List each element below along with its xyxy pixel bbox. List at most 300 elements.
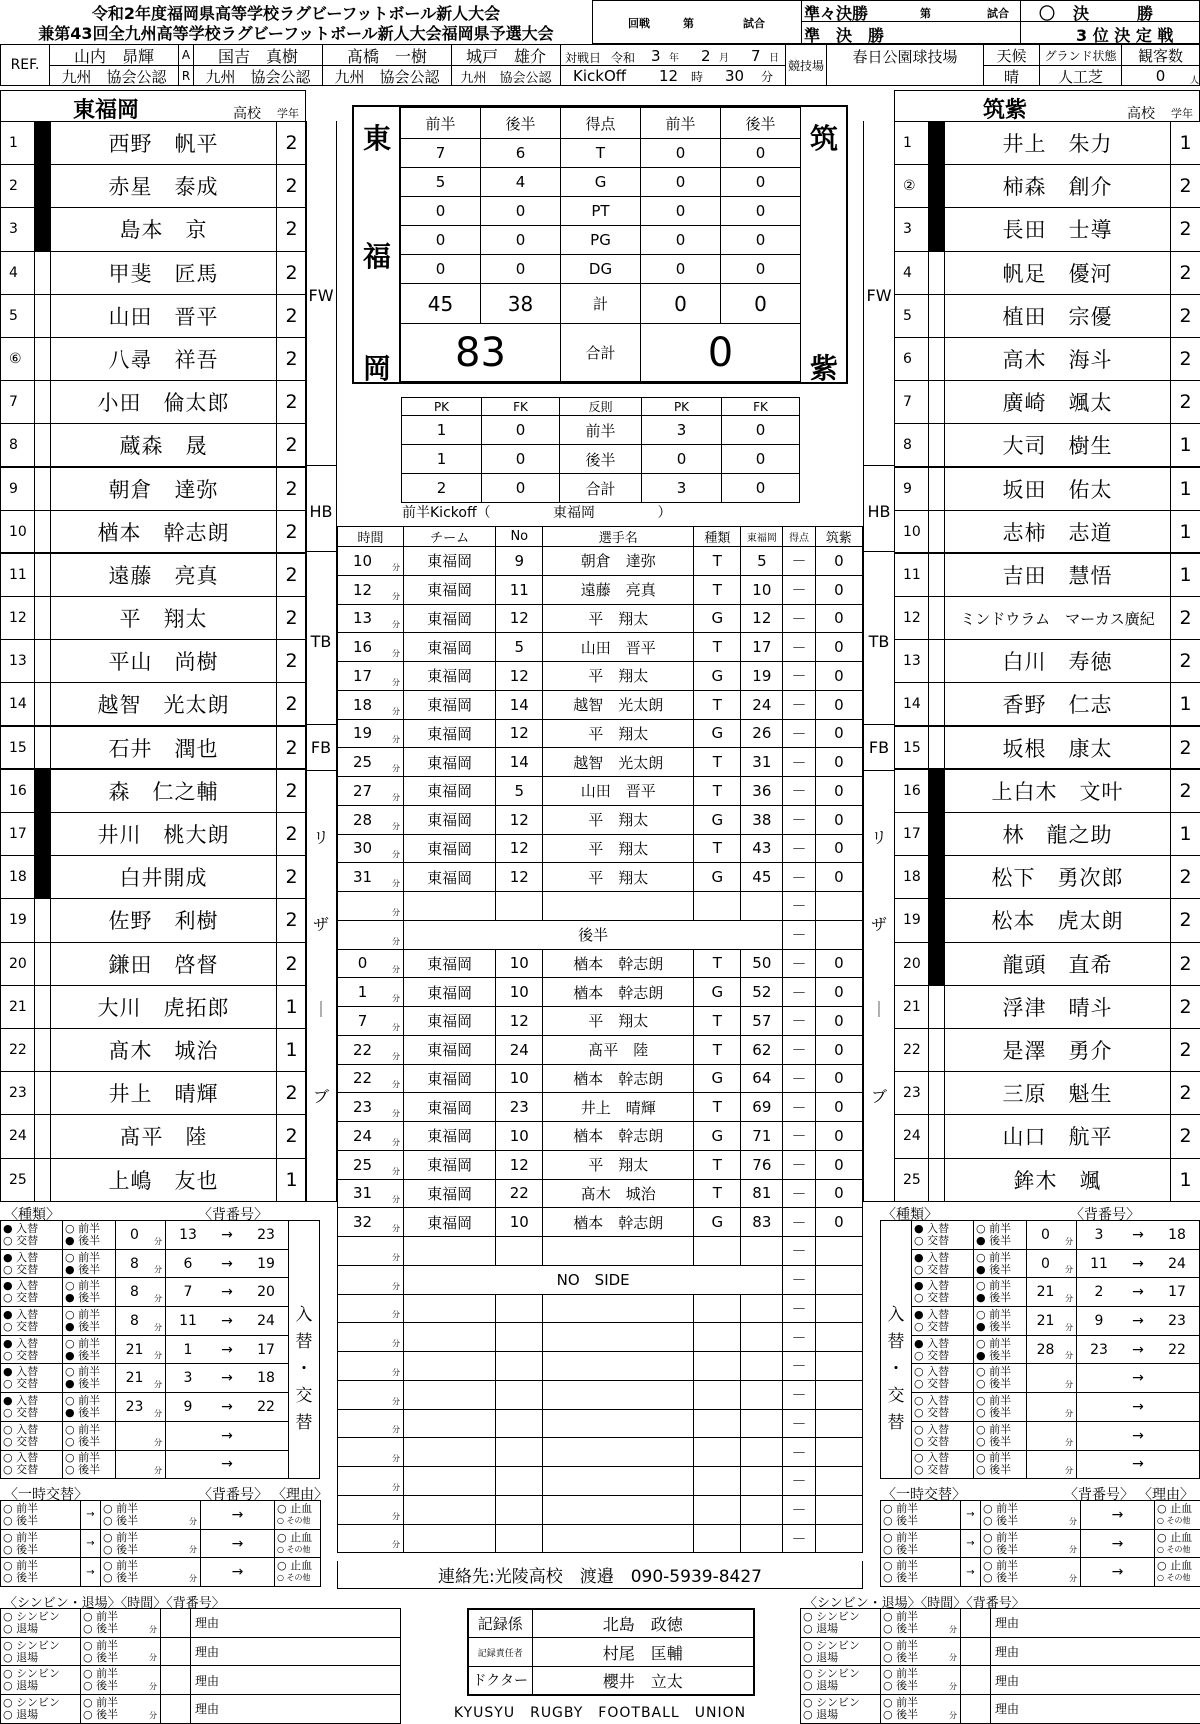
kickoff-hour: 12 (659, 67, 679, 85)
right-pos-reserve-3: ｜ (870, 1000, 887, 1019)
minute-unit: 分 (154, 1408, 162, 1418)
temp-second-option: ○ 後半 (883, 1571, 919, 1585)
timeline-header: 種類 (694, 527, 741, 547)
sub-first-option: ○ 前半 (65, 1250, 101, 1264)
timeline-header: No (496, 527, 543, 547)
front-row-marker (929, 294, 945, 337)
front-row-marker (929, 769, 945, 812)
player-grade: 2 (277, 640, 307, 683)
event-left: 26 (741, 719, 783, 748)
sinbin-label: シンビン (816, 1695, 860, 1709)
penalty-row (402, 416, 800, 445)
event-left: 38 (741, 805, 783, 834)
front-row-marker (35, 1115, 51, 1158)
event-no: 12 (496, 863, 543, 892)
kickoff-h: 時 (691, 70, 704, 84)
event-time (338, 1208, 404, 1237)
temp-half-options (881, 1532, 960, 1556)
event-type: G (694, 1208, 741, 1237)
empty-cell (543, 1323, 694, 1352)
right-pos-fw: FW (866, 286, 892, 305)
player-number: 2 (1, 165, 35, 208)
penalty-cell: 3 (642, 416, 722, 445)
temp-second-label: 後半 (16, 1542, 39, 1556)
event-right: 0 (815, 1093, 862, 1122)
timeline-row (338, 662, 863, 691)
temp-arrow-glyph: → (86, 1509, 95, 1521)
roster-row (1, 165, 307, 208)
temp-first-label: 前半 (896, 1530, 919, 1544)
minute-unit: 分 (392, 821, 401, 831)
sub-row (1, 1450, 289, 1479)
temp-arrow (961, 1558, 981, 1587)
sub-numbers (166, 1393, 289, 1422)
sub-half (974, 1393, 1027, 1422)
player-name: 小田 倫太郎 (51, 381, 277, 424)
front-row-marker (35, 165, 51, 208)
left-subs-type-header: 〈種類〉 (4, 1207, 60, 1223)
right-pos-divider (863, 465, 895, 466)
sub-minute-value: 21 (1036, 1312, 1055, 1329)
event-no: 12 (496, 1007, 543, 1036)
minute-unit: 分 (1069, 1574, 1077, 1584)
minute-unit: 分 (392, 1252, 401, 1262)
score-cell: 0 (481, 226, 561, 255)
player-number: 21 (895, 985, 929, 1028)
timeline-row (338, 1208, 863, 1237)
left-pos-reserve-4: ブ (312, 1087, 329, 1106)
roster-row (1, 424, 307, 467)
player-number: 11 (895, 553, 929, 596)
temp-reason-options (275, 1560, 320, 1584)
event-type: G (694, 1122, 741, 1151)
sub-half-options (974, 1424, 1026, 1448)
penalty-cell: 後半 (560, 445, 642, 474)
sub-arrow: → (221, 1427, 233, 1444)
event-minute: 7 (357, 1011, 368, 1030)
player-name: 坂田 佑太 (945, 467, 1171, 510)
front-row-marker (929, 726, 945, 769)
bleeding-option: ○ 止血 (277, 1530, 313, 1544)
weather: 晴 (984, 65, 1039, 86)
score-cell: 0 (641, 226, 721, 255)
empty-cell (496, 892, 543, 921)
sub-first-option: ○ 前半 (65, 1221, 101, 1235)
sub-swap-option: ○ 交替 (914, 1377, 950, 1391)
temp-second-label: 後半 (116, 1513, 139, 1527)
score-row (401, 139, 801, 168)
player-name: 鎌田 啓督 (51, 942, 277, 985)
other-label: その他 (1166, 1573, 1191, 1583)
minute-unit: 分 (392, 936, 401, 946)
date-d: 日 (769, 53, 779, 64)
sub-half (974, 1364, 1027, 1393)
player-name: 龍頭 直希 (945, 942, 1171, 985)
sub-minute-value: 8 (130, 1255, 139, 1272)
event-minute: 25 (352, 753, 373, 772)
sub-minute-value: 0 (130, 1226, 139, 1243)
sub-half-options (63, 1424, 115, 1448)
timeline-header: チーム (404, 527, 496, 547)
sub-to: 18 (257, 1370, 275, 1387)
event-type: T (694, 777, 741, 806)
temp-reason (275, 1529, 321, 1558)
sub-type-options (1, 1338, 62, 1362)
left-pos-tb: TB (310, 632, 332, 651)
sub-arrow: → (1132, 1427, 1144, 1444)
event-left: 69 (741, 1093, 783, 1122)
event-no: 14 (496, 748, 543, 777)
sub-in-label: 入替 (927, 1336, 950, 1350)
roster-row (895, 510, 1200, 553)
other-label: その他 (1166, 1544, 1191, 1554)
temp-arrow (81, 1529, 101, 1558)
temp-half (1, 1501, 81, 1530)
event-left: 24 (741, 690, 783, 719)
sinbin-header: 〈シンビン・退場〉 (4, 1596, 121, 1611)
front-row-marker (929, 165, 945, 208)
front-row-marker (929, 510, 945, 553)
event-type: T (694, 633, 741, 662)
roster-row (1, 726, 307, 769)
sub-swap-label: 交替 (927, 1377, 950, 1391)
player-name: 上嶋 友也 (51, 1158, 277, 1201)
score-cell: 0 (641, 255, 721, 284)
sub-in-option: ● 入替 (3, 1307, 39, 1321)
player-number: 22 (895, 1028, 929, 1071)
score-dash: － (783, 1380, 815, 1409)
sinbin-reason (991, 1637, 1200, 1666)
player-number: 13 (1, 640, 35, 683)
sinbin-first-option: ○ 前半 (83, 1638, 119, 1652)
left-pos-divider (305, 551, 337, 552)
player-name: 髙木 城治 (51, 1028, 277, 1071)
sub-in-label: 入替 (927, 1393, 950, 1407)
front-row-marker (35, 424, 51, 467)
minute-unit: 分 (1065, 1322, 1073, 1332)
left-pos-divider (305, 770, 337, 771)
left-pos-fb: FB (310, 738, 332, 757)
sub-half-options (63, 1280, 115, 1304)
temp-second-label: 後半 (16, 1513, 39, 1527)
roster-row (895, 165, 1200, 208)
minute-unit: 分 (154, 1322, 162, 1332)
sub-minute (116, 1450, 166, 1479)
sub-first-label: 前半 (78, 1279, 101, 1293)
bleeding-option: ○ 止血 (1157, 1530, 1193, 1544)
subs-vchar: 替 (887, 1413, 905, 1433)
front-row-marker (35, 597, 51, 640)
empty-cell (543, 1438, 694, 1467)
player-grade: 2 (1171, 597, 1200, 640)
empty-cell (543, 1352, 694, 1381)
round-shiai: 試合 (743, 17, 765, 30)
sub-swap-label: 交替 (927, 1463, 950, 1477)
temp-half-back (981, 1501, 1081, 1530)
sub-swap-label: 交替 (927, 1405, 950, 1419)
empty-cell (496, 1352, 543, 1381)
score-dash: － (783, 748, 815, 777)
empty-cell (694, 1467, 741, 1496)
event-minute: 24 (352, 1126, 373, 1145)
temp-number-arrow: → (1111, 1535, 1124, 1552)
sinbin-second-option: ○ 後半 (83, 1650, 119, 1664)
roster-row (1, 1028, 307, 1071)
event-player: 平 翔太 (543, 805, 694, 834)
date-day: 7 (751, 47, 761, 65)
sub-second-option: ● 後半 (976, 1319, 1012, 1333)
exit-label: 退場 (16, 1679, 39, 1693)
sub-swap-label: 交替 (927, 1319, 950, 1333)
event-minute: 19 (352, 724, 373, 743)
sub-second-label: 後半 (989, 1233, 1012, 1247)
event-player: 楢本 幹志朗 (543, 978, 694, 1007)
front-row-marker (929, 1158, 945, 1201)
temp-arrow (961, 1501, 981, 1530)
minute-unit: 分 (149, 1710, 157, 1720)
sinbin-type (801, 1695, 881, 1724)
minute-unit: 分 (392, 1367, 401, 1377)
event-team: 東福岡 (404, 662, 496, 691)
temp-reason (275, 1558, 321, 1587)
sub-in-label: 入替 (927, 1422, 950, 1436)
sub-second-option: ● 後半 (65, 1291, 101, 1305)
sub-type-options (1, 1309, 62, 1333)
timeline-row (338, 1380, 863, 1409)
score-cell: T (561, 139, 641, 168)
sub-swap-option: ○ 交替 (914, 1434, 950, 1448)
sub-second-label: 後半 (78, 1348, 101, 1362)
sub-second-label: 後半 (989, 1319, 1012, 1333)
total-label: 合計 (561, 324, 641, 382)
sub-half (974, 1421, 1027, 1450)
sub-row (1, 1278, 289, 1307)
minute-unit: 分 (949, 1624, 957, 1634)
sub-row (1, 1249, 289, 1278)
sub-type (1, 1450, 63, 1479)
player-number: 6 (895, 337, 929, 380)
minute-unit: 分 (1069, 1516, 1077, 1526)
bleeding-option: ○ 止血 (277, 1501, 313, 1515)
timeline-row (338, 547, 863, 576)
score-cell: 6 (481, 139, 561, 168)
empty-cell (404, 1409, 496, 1438)
temp-first-label: 前半 (996, 1559, 1019, 1573)
sub-half-options (974, 1452, 1026, 1476)
empty-cell (694, 1438, 741, 1467)
event-player: 平 翔太 (543, 662, 694, 691)
event-team: 東福岡 (404, 1093, 496, 1122)
minute-unit: 分 (392, 1454, 401, 1463)
sub-in-option: ● 入替 (914, 1307, 950, 1321)
minute-unit: 分 (154, 1437, 162, 1447)
player-number: 9 (895, 467, 929, 510)
player-name: 石井 潤也 (51, 726, 277, 769)
sinbin-first-label: 前半 (896, 1609, 919, 1623)
other-label: その他 (286, 1544, 311, 1554)
sub-half-options (63, 1395, 115, 1419)
left-grade-label: 学年 (277, 107, 299, 120)
sub-arrow: → (1132, 1456, 1144, 1473)
event-time (338, 1438, 404, 1467)
score-cell: 0 (641, 168, 721, 197)
empty-cell (741, 1467, 783, 1496)
event-player: 平 翔太 (543, 1150, 694, 1179)
sub-second-option: ● 後半 (976, 1348, 1012, 1362)
temp-half-back (101, 1558, 201, 1587)
score-cell: G (561, 168, 641, 197)
timeline-row (338, 949, 863, 978)
event-player: 遠藤 亮真 (543, 575, 694, 604)
sinbin-reason-label: 理由 (195, 1702, 220, 1717)
minute-unit: 分 (189, 1574, 197, 1584)
sub-minute (116, 1335, 166, 1364)
sub-minute (1027, 1421, 1077, 1450)
empty-cell (741, 1294, 783, 1323)
event-player: 朝倉 達弥 (543, 547, 694, 576)
sinbin-type (1, 1609, 81, 1638)
player-name: 松下 勇次郎 (945, 856, 1171, 899)
player-grade: 2 (1171, 1072, 1200, 1115)
title-line1: 令和2年度福岡県高等学校ラグビーフットボール新人大会 (91, 3, 501, 22)
subs-vchar: 入 (887, 1305, 905, 1325)
minute-unit: 分 (1065, 1408, 1073, 1418)
front-row-marker (929, 122, 945, 165)
event-team: 東福岡 (404, 1064, 496, 1093)
event-player: 楢本 幹志朗 (543, 1064, 694, 1093)
sub-type-options (912, 1280, 973, 1304)
left-temp-reason-header: 〈理由〉 (272, 1487, 328, 1503)
left-vertical-name (354, 107, 400, 385)
roster-row (1, 510, 307, 553)
sub-type-options (1, 1280, 62, 1304)
left-pos-divider (305, 465, 337, 466)
event-right: 0 (815, 1064, 862, 1093)
player-name: 山口 航平 (945, 1115, 1171, 1158)
sub-row (912, 1249, 1200, 1278)
minute-unit: 分 (392, 1396, 401, 1406)
score-dash: － (783, 1208, 815, 1237)
event-time (338, 1093, 404, 1122)
sub-second-label: 後半 (78, 1463, 101, 1477)
round-box (592, 0, 802, 44)
sub-minute-value: 8 (130, 1284, 139, 1301)
empty-cell (694, 892, 741, 921)
score-dash: － (783, 1524, 815, 1553)
sub-minute (1027, 1393, 1077, 1422)
sinbin-type (801, 1637, 881, 1666)
player-grade: 1 (1171, 553, 1200, 596)
sub-from: 7 (183, 1284, 193, 1301)
event-team: 東福岡 (404, 1122, 496, 1151)
temp-sub-row (1, 1529, 321, 1558)
temp-first-option: ○ 前半 (3, 1501, 39, 1515)
date-label: 対戦日 (565, 51, 602, 65)
penalty-header: FK (482, 398, 560, 416)
score-dash: － (783, 892, 815, 921)
sinbin-first-option: ○ 前半 (83, 1609, 119, 1623)
temp-second-option: ○ 後半 (103, 1513, 139, 1527)
ground-box (1039, 44, 1122, 86)
sub-first-option: ○ 前半 (65, 1307, 101, 1321)
roster-row (1, 899, 307, 942)
minute-unit: 分 (392, 1022, 401, 1032)
scoring-timeline (337, 526, 863, 1553)
front-row-marker (929, 337, 945, 380)
sinbin-first-label: 前半 (896, 1667, 919, 1681)
exit-option: ○ 退場 (803, 1650, 839, 1664)
sub-minute (1027, 1364, 1077, 1393)
player-name: 越智 光太朗 (51, 683, 277, 726)
right-team-header (894, 90, 1200, 122)
score-table (400, 107, 801, 382)
sinbin-reason-label: 理由 (195, 1645, 220, 1660)
event-team: 東福岡 (404, 604, 496, 633)
temp-second-option: ○ 後半 (883, 1542, 919, 1556)
roster-row (1, 122, 307, 165)
sub-second-label: 後半 (989, 1291, 1012, 1305)
subtotal-right-second: 0 (721, 284, 801, 324)
sub-type-options (1, 1452, 62, 1476)
sub-in-label: 入替 (927, 1250, 950, 1264)
sub-second-label: 後半 (989, 1377, 1012, 1391)
temp-first-option: ○ 前半 (3, 1559, 39, 1573)
sinbin-type (1, 1666, 81, 1695)
sub-swap-option: ○ 交替 (914, 1463, 950, 1477)
subs-vchar: 交 (887, 1386, 905, 1406)
sub-numbers (166, 1221, 289, 1250)
sub-second-option: ○ 後半 (976, 1434, 1012, 1448)
sub-from: 13 (179, 1226, 197, 1243)
official-2-name: 国吉 真樹 (217, 47, 298, 66)
player-grade: 1 (1171, 1158, 1200, 1201)
sinbin-number (161, 1695, 191, 1724)
player-name: 大司 樹生 (945, 424, 1171, 467)
sinbin-second-label: 後半 (896, 1650, 919, 1664)
round-label: 回戦 (628, 17, 650, 30)
front-row-marker (929, 985, 945, 1028)
sub-row (912, 1307, 1200, 1336)
event-left: 52 (741, 978, 783, 1007)
exit-label: 退場 (16, 1707, 39, 1721)
right-subs-table (911, 1220, 1200, 1479)
temp-sub-row (881, 1558, 1200, 1587)
player-grade: 2 (277, 1072, 307, 1115)
event-type: T (694, 1007, 741, 1036)
player-number: 4 (895, 251, 929, 294)
timeline-row (338, 1035, 863, 1064)
timeline-row (338, 1064, 863, 1093)
event-time (338, 604, 404, 633)
timeline-row (338, 1007, 863, 1036)
sub-first-label: 前半 (78, 1451, 101, 1465)
sinbin-second-option: ○ 後半 (883, 1650, 919, 1664)
event-team: 東福岡 (404, 547, 496, 576)
sub-arrow: → (221, 1456, 233, 1473)
sub-type (912, 1364, 974, 1393)
minute-unit: 分 (1069, 1545, 1077, 1555)
sub-in-label: 入替 (927, 1221, 950, 1235)
sinbin-first-label: 前半 (96, 1667, 119, 1681)
sub-second-option: ● 後半 (65, 1348, 101, 1362)
right-position-column (863, 121, 895, 1202)
minute-unit: 分 (392, 1425, 401, 1435)
sub-arrow: → (1132, 1341, 1144, 1358)
score-cell: 0 (401, 226, 481, 255)
sinbin-option: ○ シンビン (803, 1638, 860, 1652)
minute-unit: 分 (392, 1080, 401, 1090)
sinbin-reason (991, 1666, 1200, 1695)
